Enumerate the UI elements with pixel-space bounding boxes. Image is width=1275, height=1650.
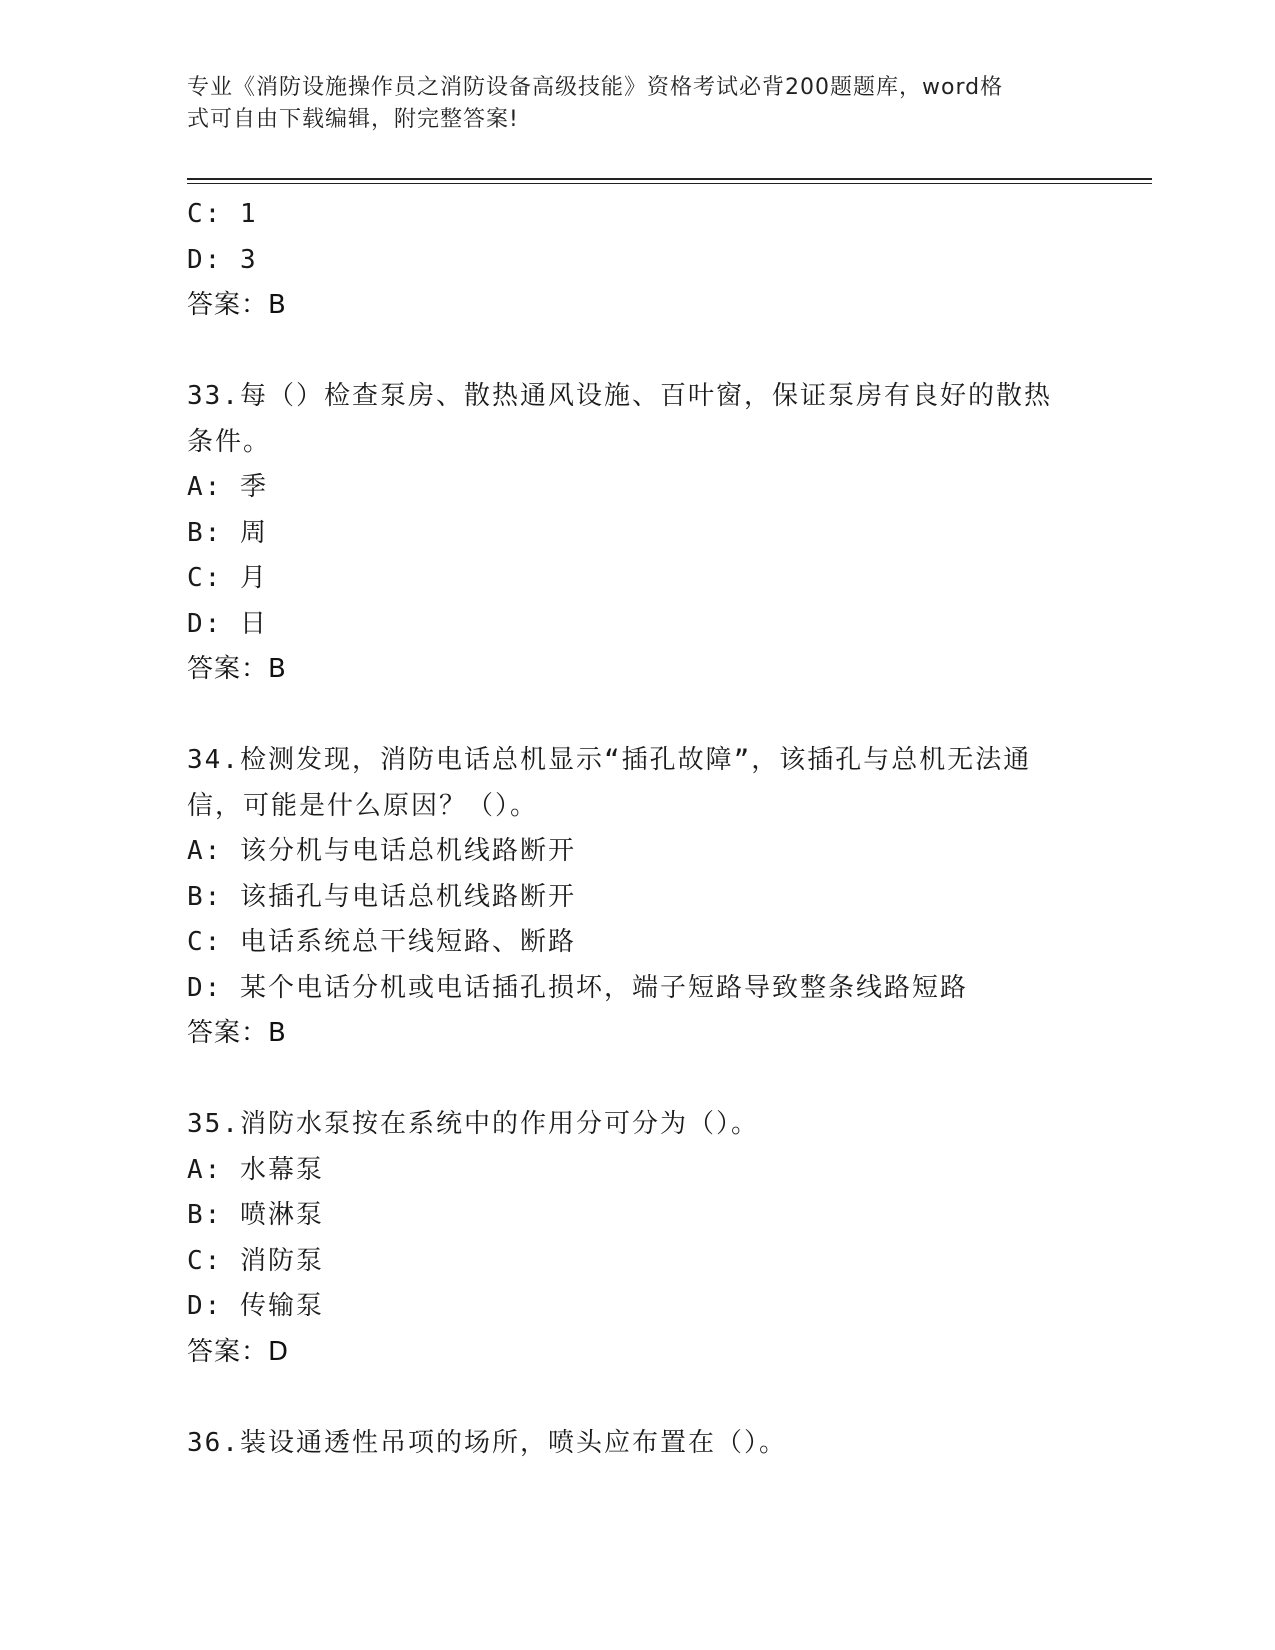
option-c: C: 1	[187, 199, 258, 229]
question-text-line-2: 信，可能是什么原因？（）。	[187, 790, 539, 821]
option-a: A: 该分机与电话总机线路断开	[187, 836, 576, 866]
option-d: D: 日	[187, 608, 268, 639]
question-text-line-2: 条件。	[187, 426, 272, 457]
option-b: B: 周	[187, 517, 268, 548]
page-header	[187, 72, 1067, 136]
option-a: A: 水幕泵	[187, 1154, 324, 1185]
option-c: C: 月	[187, 563, 268, 593]
header-line-1: 专业《消防设施操作员之消防设备高级技能》资格考试必背200题题库，word格	[187, 75, 1004, 100]
question-text-line-1: 34.检测发现，消防电话总机显示“插孔故障”，该插孔与总机无法通	[187, 745, 1032, 775]
question-text-line-1: 35.消防水泵按在系统中的作用分可分为（）。	[187, 1109, 759, 1139]
question-list	[187, 192, 1087, 1466]
option-d: D: 某个电话分机或电话插孔损坏，端子短路导致整条线路短路	[187, 972, 968, 1003]
question-32	[187, 192, 1087, 329]
question-text-line-1: 36.装设通透性吊项的场所，喷头应布置在（）。	[187, 1427, 787, 1458]
header-rule-thick	[187, 178, 1152, 180]
option-a: A: 季	[187, 472, 268, 502]
option-c: C: 电话系统总干线短路、断路	[187, 927, 576, 957]
header-line-2: 式可自由下载编辑，附完整答案!	[187, 107, 519, 132]
question-text-line-1: 33.每（）检查泵房、散热通风设施、百叶窗，保证泵房有良好的散热	[187, 381, 1052, 411]
answer: 答案：B	[187, 290, 287, 320]
question-35	[187, 1102, 1087, 1375]
option-d: D: 传输泵	[187, 1291, 324, 1321]
question-36	[187, 1421, 1087, 1467]
answer: 答案：B	[187, 654, 287, 684]
answer: 答案：B	[187, 1018, 287, 1048]
question-33	[187, 374, 1087, 693]
header-rule-thin	[187, 183, 1152, 184]
answer: 答案：D	[187, 1336, 290, 1367]
option-c: C: 消防泵	[187, 1245, 324, 1276]
option-d: D: 3	[187, 244, 258, 275]
question-34	[187, 738, 1087, 1057]
option-b: B: 喷淋泵	[187, 1200, 324, 1230]
option-b: B: 该插孔与电话总机线路断开	[187, 881, 576, 912]
